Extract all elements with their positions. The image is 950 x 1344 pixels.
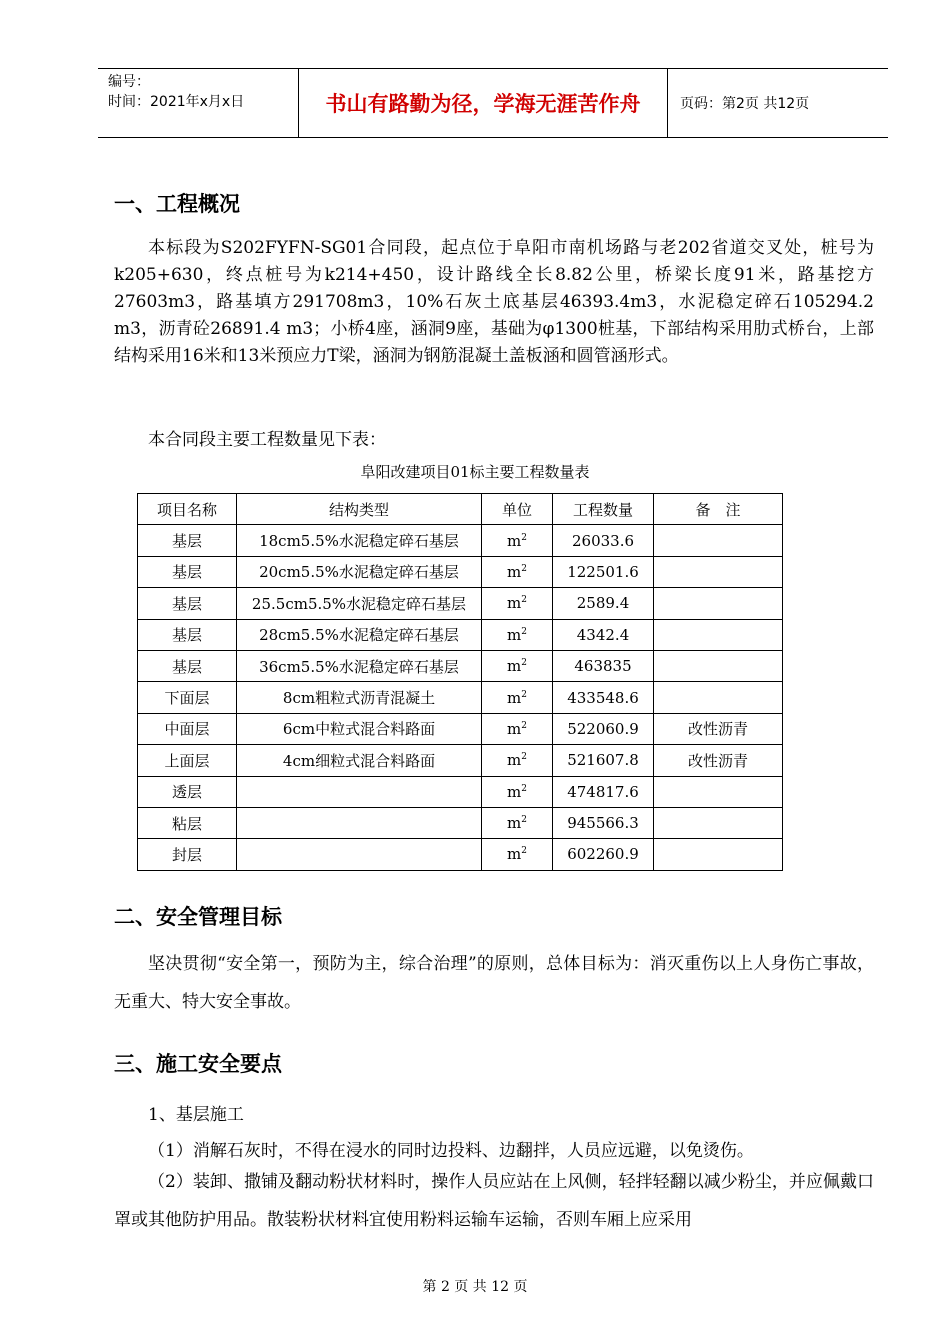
unit [482, 619, 553, 650]
unit-base: m [507, 625, 522, 644]
structure-type: 4cm细粒式混合料路面 [237, 745, 482, 776]
structure-type: 8cm粗粒式沥青混凝土 [237, 682, 482, 713]
unit [482, 839, 553, 870]
note [654, 588, 783, 619]
quantity: 433548.6 [553, 682, 654, 713]
quantity: 4342.4 [553, 619, 654, 650]
note [654, 556, 783, 587]
unit-base: m [507, 719, 522, 738]
note: 改性沥青 [654, 713, 783, 744]
quantity: 2589.4 [553, 588, 654, 619]
note [654, 682, 783, 713]
document-time: 时间：2021年x月x日 [108, 94, 245, 110]
unit [482, 556, 553, 587]
item-name: 基层 [138, 525, 237, 556]
item-base-construction: 1、基层施工 [148, 1105, 244, 1125]
unit [482, 745, 553, 776]
document-number-label: 编号： [108, 74, 150, 90]
unit-exponent: 2 [521, 595, 527, 606]
table-row [138, 745, 783, 776]
item-name: 透层 [138, 776, 237, 807]
note: 改性沥青 [654, 745, 783, 776]
structure-type [237, 807, 482, 838]
unit-base: m [507, 594, 522, 613]
structure-type: 25.5cm5.5%水泥稳定碎石基层 [237, 588, 482, 619]
unit-exponent: 2 [521, 815, 527, 826]
header-meta [98, 69, 298, 137]
item-name: 下面层 [138, 682, 237, 713]
unit-base: m [507, 845, 522, 864]
item-name: 基层 [138, 588, 237, 619]
table-row [138, 619, 783, 650]
item-name: 基层 [138, 650, 237, 681]
unit-base: m [507, 531, 522, 550]
quantity: 26033.6 [553, 525, 654, 556]
unit [482, 588, 553, 619]
note [654, 776, 783, 807]
note [654, 525, 783, 556]
header-cell: 项目名称 [138, 494, 237, 525]
unit [482, 713, 553, 744]
item-name: 基层 [138, 619, 237, 650]
table-row [138, 776, 783, 807]
structure-type [237, 776, 482, 807]
table-row [138, 839, 783, 870]
unit-exponent: 2 [521, 563, 527, 574]
structure-type [237, 839, 482, 870]
table-row [138, 713, 783, 744]
unit-exponent: 2 [521, 846, 527, 857]
header-page-info: 页码：第2页 共12页 [680, 96, 810, 112]
note [654, 839, 783, 870]
structure-type: 20cm5.5%水泥稳定碎石基层 [237, 556, 482, 587]
item-name: 上面层 [138, 745, 237, 776]
section-title-overview: 一、工程概况 [114, 192, 240, 216]
unit-exponent: 2 [521, 689, 527, 700]
quantity: 945566.3 [553, 807, 654, 838]
table-row [138, 682, 783, 713]
unit-base: m [507, 688, 522, 707]
structure-type: 18cm5.5%水泥稳定碎石基层 [237, 525, 482, 556]
quantity: 521607.8 [553, 745, 654, 776]
table-row [138, 650, 783, 681]
unit [482, 807, 553, 838]
table-row [138, 588, 783, 619]
note [654, 650, 783, 681]
table-header-row [138, 494, 783, 525]
unit-exponent: 2 [521, 720, 527, 731]
note [654, 807, 783, 838]
header-cell: 备 注 [654, 494, 783, 525]
quantity-table [137, 493, 783, 871]
unit-base: m [507, 657, 522, 676]
table-row [138, 807, 783, 838]
unit-base: m [507, 562, 522, 581]
unit [482, 525, 553, 556]
unit [482, 682, 553, 713]
quantity: 522060.9 [553, 713, 654, 744]
section-title-safety-goal: 二、安全管理目标 [114, 905, 282, 929]
unit-exponent: 2 [521, 626, 527, 637]
quantity: 474817.6 [553, 776, 654, 807]
header-motto: 书山有路勤为径，学海无涯苦作舟 [298, 69, 668, 137]
structure-type: 6cm中粒式混合料路面 [237, 713, 482, 744]
overview-paragraph: 本标段为S202FYFN-SG01合同段，起点位于阜阳市南机场路与老202省道交叉处，桩号为k205+630，终点桩号为k214+450，设计路线全长8.82公里，桥梁长度91米，路基挖方27603m3，路基填方291708m3，10%石灰土底基层46393.4m3，水泥稳定碎石105294.2 m3，沥青砼26891.4 m3；小桥4座，涵洞9座，基础为φ1300桩基，下部结构采用肋式桥台，上部结构采用16米和13米预应力T梁，涵洞为钢筋混凝土盖板涵和圆管涵形式。 [114, 238, 874, 366]
unit-exponent: 2 [521, 783, 527, 794]
table-intro: 本合同段主要工程数量见下表： [148, 430, 386, 450]
unit [482, 776, 553, 807]
table-caption: 阜阳改建项目01标主要工程数量表 [360, 463, 590, 481]
quantity: 122501.6 [553, 556, 654, 587]
safety-goal-paragraph: 坚决贯彻“安全第一，预防为主，综合治理”的原则，总体目标为：消灭重伤以上人身伤亡事故，无重大、特大安全事故。 [114, 954, 874, 1012]
quantity: 463835 [553, 650, 654, 681]
table-row [138, 525, 783, 556]
item-name: 基层 [138, 556, 237, 587]
item-name: 封层 [138, 839, 237, 870]
item-name: 粘层 [138, 807, 237, 838]
page-footer: 第 2 页 共 12 页 [422, 1279, 528, 1295]
unit-base: m [507, 782, 522, 801]
unit-exponent: 2 [521, 658, 527, 669]
header-cell: 工程数量 [553, 494, 654, 525]
unit [482, 650, 553, 681]
structure-type: 36cm5.5%水泥稳定碎石基层 [237, 650, 482, 681]
item-powder-handling: （2）装卸、撒铺及翻动粉状材料时，操作人员应站在上风侧，轻拌轻翻以减少粉尘，并应佩戴口罩或其他防护用品。散装粉状材料宜使用粉料运输车运输，否则车厢上应采用 [114, 1172, 874, 1230]
unit-exponent: 2 [521, 532, 527, 543]
unit-exponent: 2 [521, 752, 527, 763]
page-header [98, 68, 888, 138]
header-cell: 结构类型 [237, 494, 482, 525]
section-title-safety-points: 三、施工安全要点 [114, 1052, 282, 1076]
quantity: 602260.9 [553, 839, 654, 870]
note [654, 619, 783, 650]
table-row [138, 556, 783, 587]
unit-base: m [507, 814, 522, 833]
unit-base: m [507, 751, 522, 770]
header-cell: 单位 [482, 494, 553, 525]
item-name: 中面层 [138, 713, 237, 744]
item-lime-slaking: （1）消解石灰时，不得在浸水的同时边投料、边翻拌，人员应远避，以免烫伤。 [148, 1141, 754, 1161]
structure-type: 28cm5.5%水泥稳定碎石基层 [237, 619, 482, 650]
